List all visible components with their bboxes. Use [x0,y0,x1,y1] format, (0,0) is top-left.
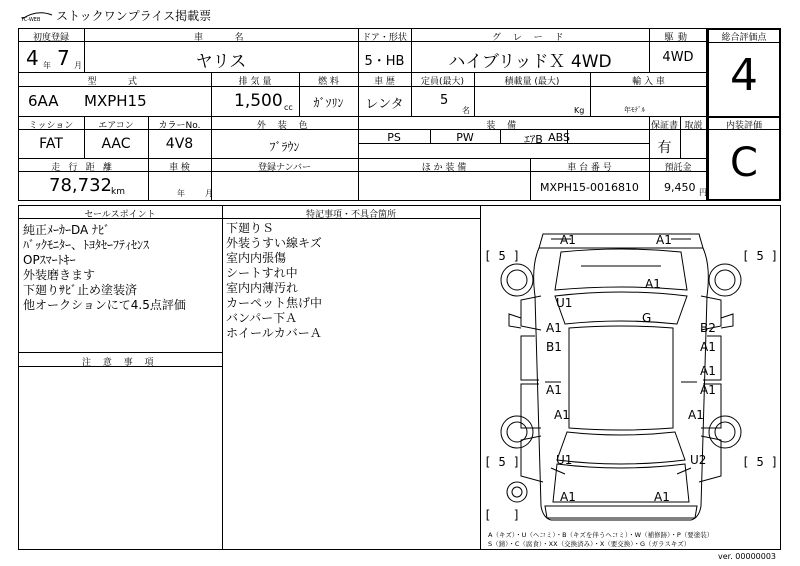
page-title: ストックワンプライス掲載票 [56,9,212,23]
overall-grade-label: 総合評価点 [721,33,767,43]
equipment-label: 装 備 [486,121,521,131]
mileage-unit: km [111,187,125,197]
damage-left-fender: U1 [556,296,573,310]
equipment-item: PW [456,131,474,144]
list-item: 外装磨きます [23,268,96,282]
color-no-label: カラーNo. [158,121,201,131]
displacement: 1,500 [234,91,283,111]
mileage: 78,732 [49,175,112,196]
damage-left-front-door: A1 [546,321,562,335]
manual-label: 取説 [684,121,703,131]
damage-right-rear-door: A1 [700,383,716,397]
legend-line: A（キズ）・U（ヘコミ）・B（キズを伴うヘコミ）・W（補修跡）・P（要塗装） [488,531,714,539]
damage-right-front-door: B2 [700,321,716,335]
history-label: 車 歴 [374,77,395,87]
door-type: 5・HB [364,54,405,69]
list-item: ﾊﾞｯｸﾓﾆﾀｰ、ﾄﾖﾀｾｰﾌﾃｨｾﾝｽ [23,238,150,252]
capacity-unit: 名 [462,106,470,115]
year-model-unit: 年ﾓﾃﾞﾙ [624,106,645,114]
door-label: ドア・形状 [362,33,407,43]
sales-points-title: セールスポイント [84,210,156,220]
import-label: 輸 入 車 [632,77,665,87]
price-label: 預託金 [664,163,692,173]
list-item: バンパー下Ａ [226,311,298,325]
color-no: 4V8 [165,136,194,152]
damage-right-rear: U2 [690,453,707,467]
list-item: 下廻りｻﾋﾞ止め塗装済 [23,283,138,297]
car-name-label: 車 名 [193,33,248,43]
equipment-item: PS [387,131,401,144]
grade: ハイブリッドＸ 4WD [448,52,612,72]
price-unit: 円 [699,188,707,197]
damage-left-quarter: A1 [554,408,570,422]
plate-label: 登録ナンバー [258,163,311,173]
mileage-label: 走 行 距 離 [51,163,115,173]
inspection-label: 車 検 [169,163,190,173]
special-notes-title: 特記事項・不具合箇所 [305,210,396,220]
legend-line: S（錆）・C（腐食）・XX（交換済み）・X（要交換）・G（ガラスキズ） [488,540,691,548]
sales-points-list [23,223,186,313]
version-label: ver. 00000003 [718,552,777,561]
grade-label: グ レ ー ド [491,33,569,43]
tire-front-right: [ 5 ] [742,249,779,263]
drive-label: 駆動 [664,33,692,43]
displacement-unit: cc [284,103,293,112]
drive: 4WD [662,50,694,65]
reg-year: 4 [26,46,39,70]
damage-left-rear: U1 [556,453,573,467]
mission: FAT [39,136,63,152]
capacity-label: 定員(最大) [420,77,465,87]
fuel: ｶﾞｿﾘﾝ [313,96,344,110]
capacity: 5 [440,93,449,108]
aircon: AAC [101,136,131,152]
mission-label: ミッション [28,121,74,131]
chassis-label: 車 台 番 号 [567,163,612,173]
logo [20,7,54,22]
reg-month: 7 [57,46,70,70]
tire-rear-left: [ 5 ] [484,455,521,469]
exterior-color-label: 外 装 色 [256,121,313,131]
damage-rear-right: A1 [654,490,670,504]
exterior-color: ﾌﾞﾗｳﾝ [269,140,300,154]
damage-right-side: A1 [700,364,716,378]
svg-text:TC-WEB: TC-WEB [21,17,41,22]
list-item: シートすれ中 [226,266,298,280]
equipment-item: ｴｱB [524,133,543,146]
spare-tire: [ ] [484,508,521,522]
list-item: 室内内張傷 [226,251,287,265]
interior-grade-label: 内装評価 [725,121,762,131]
cautions-title: 注 意 事 項 [81,358,159,368]
list-item: カーペット焦げ中 [226,296,323,310]
damage-roof: G [642,311,652,325]
price: 9,450 [664,181,696,194]
history: レンタ [365,97,404,112]
equipment-item: ABS [548,131,570,144]
list-item: 室内内薄汚れ [226,281,299,295]
damage-left-rear-door: A1 [546,383,562,397]
list-item: 外装うすい線キズ [226,236,322,250]
car-name: ヤリス [195,52,247,72]
model-label: 型 式 [87,77,142,87]
displacement-label: 排 気 量 [238,77,272,87]
reg-date-label: 初度登録 [32,33,69,43]
tire-front-left: [ 5 ] [484,249,521,263]
inspection-month-unit: 月 [205,189,213,198]
aircon-label: エアコン [98,121,134,131]
inspection-year-unit: 年 [177,189,185,198]
list-item: 下廻りＳ [226,221,275,235]
reg-year-unit: 年 [43,61,51,70]
damage-rear-left: A1 [560,490,576,504]
fuel-label: 燃 料 [318,77,339,87]
car-damage-diagram [481,206,780,549]
warranty: 有 [657,140,672,156]
reg-month-unit: 月 [74,61,82,70]
tire-rear-right: [ 5 ] [742,455,779,469]
list-item: OPｽﾏｰﾄｷｰ [23,253,76,267]
overall-grade: 4 [730,50,758,101]
interior-grade: C [730,140,758,186]
damage-hood: A1 [645,277,661,291]
list-item: ホイールカバーＡ [226,326,322,340]
model-code: MXPH15 [84,92,147,110]
damage-front-right: A1 [656,233,672,247]
damage-front-left: A1 [560,233,576,247]
warranty-label: 保証書 [650,121,678,131]
list-item: 他オークションにて4.5点評価 [23,298,186,312]
damage-right-front-door: A1 [700,340,716,354]
list-item: 純正ﾒｰｶｰDA ﾅﾋﾞ [23,223,111,237]
other-equipment-label: ほ か 装 備 [421,163,467,173]
chassis-number: MXPH15-0016810 [540,181,639,194]
damage-right-quarter: A1 [688,408,704,422]
model-prefix: 6AA [28,92,59,110]
load-unit: Kg [574,106,585,115]
damage-left-front-door: B1 [546,340,562,354]
load-label: 積載量 (最大) [504,77,560,87]
special-notes-list [226,221,322,341]
